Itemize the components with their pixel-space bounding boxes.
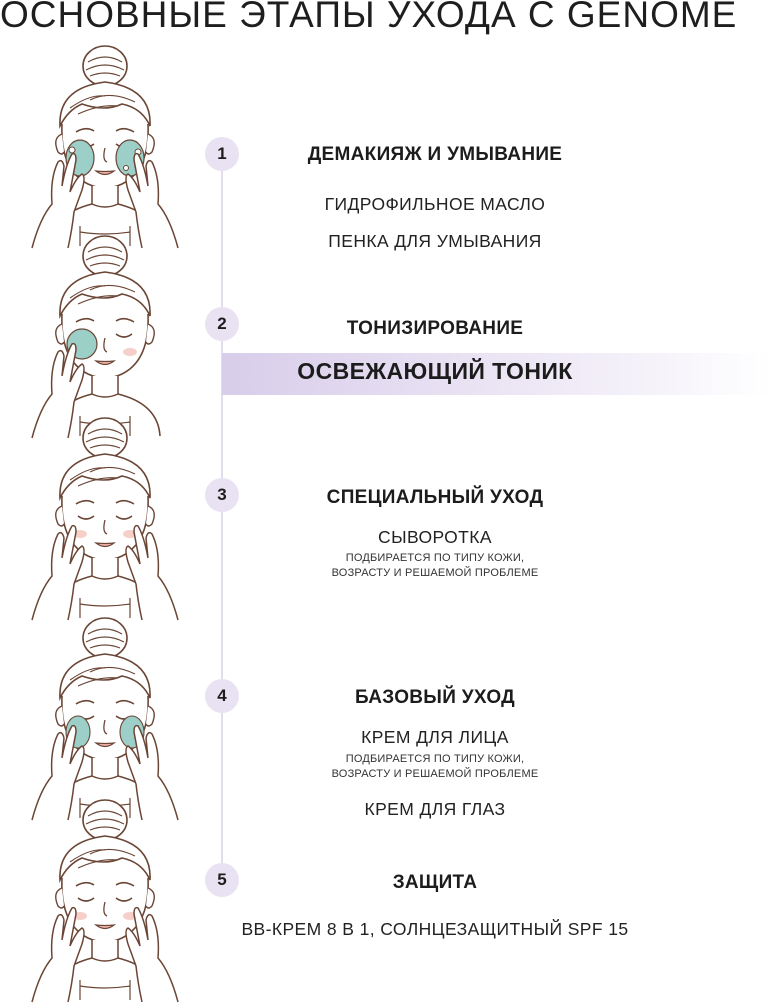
note-line: ВОЗРАСТУ И РЕШАЕМОЙ ПРОБЛЕМЕ [331,768,539,780]
step-heading: ДЕМАКИЯЖ И УМЫВАНИЕ [307,144,563,165]
step-number-badge: 1 [205,137,239,171]
serum-application-icon [30,440,180,620]
highlighted-product: ОСВЕЖАЮЩИЙ ТОНИК [297,358,573,384]
face-cream-icon [30,640,180,820]
timeline-line [221,155,223,890]
step-heading: ЗАЩИТА [392,872,478,893]
step-heading: СПЕЦИАЛЬНЫЙ УХОД [326,487,544,508]
product-item: КРЕМ ДЛЯ ГЛАЗ [364,799,506,819]
step-number-badge: 3 [205,478,239,512]
note-line: ПОДБИРАЕТСЯ ПО ТИПУ КОЖИ, [345,753,525,765]
note-line: ВОЗРАСТУ И РЕШАЕМОЙ ПРОБЛЕМЕ [331,567,539,579]
step-heading: БАЗОВЫЙ УХОД [354,687,515,708]
note-line: ПОДБИРАЕТСЯ ПО ТИПУ КОЖИ, [345,552,525,564]
step-number-badge: 4 [205,679,239,713]
product-note [230,752,640,782]
step-number-badge: 5 [205,863,239,897]
toner-pad-icon [30,258,180,438]
product-item: СЫВОРОТКА [378,527,492,547]
product-item: ГИДРОФИЛЬНОЕ МАСЛО [324,194,546,214]
step-number-badge: 2 [205,307,239,341]
sunscreen-application-icon [30,822,180,1002]
product-item: КРЕМ ДЛЯ ЛИЦА [361,727,509,747]
step-heading: ТОНИЗИРОВАНИЕ [346,318,524,339]
page-title: ОСНОВНЫЕ ЭТАПЫ УХОДА С GENOME [0,0,738,35]
face-washing-icon [30,68,180,248]
product-item: BB-КРЕМ 8 В 1, СОЛНЦЕЗАЩИТНЫЙ SPF 15 [241,919,629,939]
product-item: ПЕНКА ДЛЯ УМЫВАНИЯ [328,231,542,251]
product-note [230,551,640,581]
